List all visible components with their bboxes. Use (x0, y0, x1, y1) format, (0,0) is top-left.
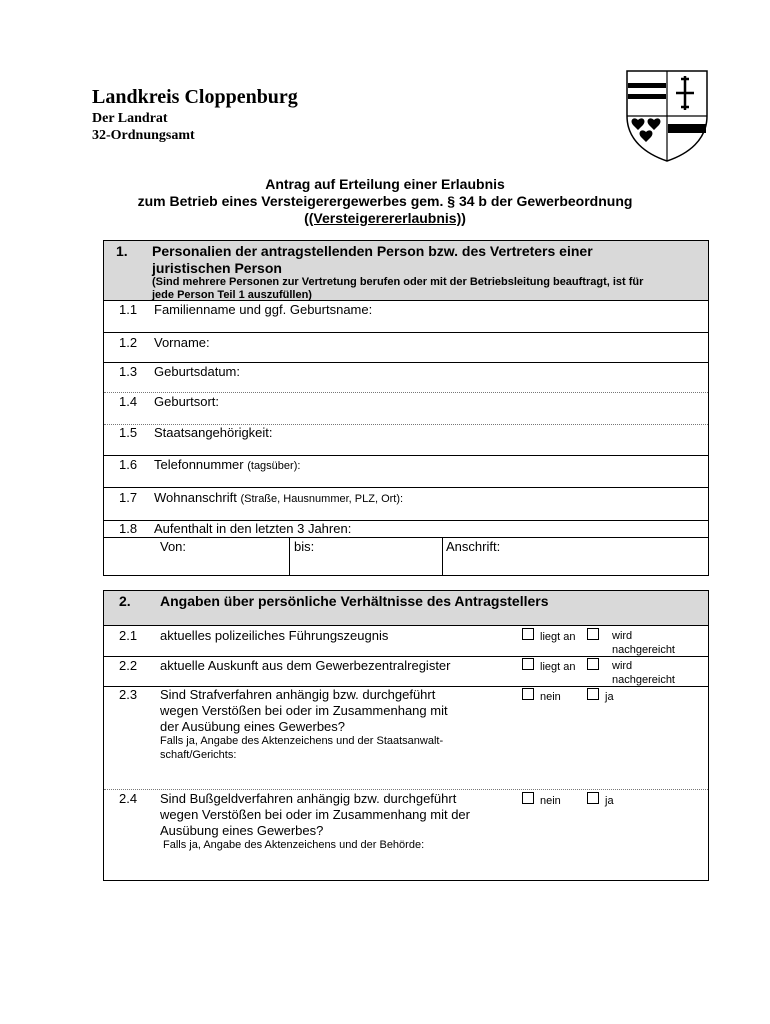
fine-proceedings-no-checkbox[interactable] (522, 792, 534, 804)
address-label (154, 490, 403, 507)
fine-proceedings-yes-label: ja (605, 795, 614, 807)
criminal-proceedings-yes-checkbox[interactable] (587, 688, 599, 700)
residence-address-field[interactable] (443, 555, 708, 575)
item-1-8-number: 1.8 (119, 521, 138, 536)
phone-label-text: Telefonnummer (154, 457, 248, 472)
item-2-4-number: 2.4 (119, 791, 138, 806)
criminal-proceedings-yes-label: ja (605, 691, 614, 703)
residence-to-field[interactable] (290, 555, 442, 575)
surname-label: Familienname und ggf. Geburtsname: (154, 302, 373, 317)
item-1-7-number: 1.7 (119, 490, 138, 505)
item-1-1-number: 1.1 (119, 302, 138, 317)
conduct-certificate-present-checkbox[interactable] (522, 628, 534, 640)
residence-from-label: Von: (160, 539, 187, 554)
item-1-5-number: 1.5 (119, 425, 138, 440)
form-short-title: ((Versteigerererlaubnis)) (304, 210, 466, 226)
birthplace-label: Geburtsort: (154, 394, 220, 409)
fine-proceedings-details-field[interactable] (160, 854, 706, 879)
conduct-certificate-present-label: liegt an (540, 631, 576, 643)
address-field[interactable] (425, 489, 708, 520)
criminal-proceedings-details-field[interactable] (160, 763, 706, 788)
criminal-proceedings-note-l2: schaft/Gerichts: (160, 749, 237, 761)
criminal-proceedings-question: Sind Strafverfahren anhängig bzw. durchgeführt (160, 687, 436, 702)
fine-proceedings-yes-checkbox[interactable] (587, 792, 599, 804)
first-name-label: Vorname: (154, 335, 210, 350)
section1-heading-cont: juristischen Person (152, 260, 282, 276)
trade-register-later-checkbox[interactable] (587, 658, 599, 670)
criminal-proceedings-no-checkbox[interactable] (522, 688, 534, 700)
item-1-4-number: 1.4 (119, 394, 138, 409)
item-1-6-number: 1.6 (119, 457, 138, 472)
conduct-certificate-label: aktuelles polizeiliches Führungszeugnis (160, 628, 389, 643)
conduct-certificate-later-label-cont: nachgereicht (612, 644, 675, 656)
section1-number: 1. (116, 243, 128, 259)
coat-of-arms-icon (626, 70, 708, 162)
address-label-text: Wohnanschrift (154, 490, 241, 505)
residence-to-label: bis: (294, 539, 315, 554)
trade-register-later-label: wird (612, 660, 633, 672)
item-2-1-number: 2.1 (119, 628, 138, 643)
fine-proceedings-question-l3: Ausübung eines Gewerbes? (160, 823, 324, 838)
address-hint: (Straße, Hausnummer, PLZ, Ort): (240, 493, 404, 505)
item-1-3-number: 1.3 (119, 364, 138, 379)
residence-label: Aufenthalt in den letzten 3 Jahren: (154, 521, 352, 536)
form-subtitle: zum Betrieb eines Versteigerergewerbes gem. § 34 b der Gewerbeordnung (137, 193, 633, 209)
form-title: Antrag auf Erteilung einer Erlaubnis (265, 176, 505, 192)
trade-register-present-checkbox[interactable] (522, 658, 534, 670)
trade-register-present-label: liegt an (540, 661, 576, 673)
item-2-3-number: 2.3 (119, 687, 138, 702)
section1-heading: Personalien der antragstellenden Person bzw. des Vertreters einer (152, 243, 593, 259)
phone-field[interactable] (330, 456, 708, 487)
criminal-proceedings-no-label: nein (540, 691, 561, 703)
section1-note-cont: jede Person Teil 1 auszufüllen) (152, 289, 312, 301)
fine-proceedings-question: Sind Bußgeldverfahren anhängig bzw. durchgeführt (160, 791, 457, 806)
trade-register-label: aktuelle Auskunft aus dem Gewerbezentralregister (160, 658, 451, 673)
birth-date-label: Geburtsdatum: (154, 364, 240, 379)
phone-hint: (tagsüber): (247, 460, 301, 472)
org-name: Landkreis Cloppenburg (92, 86, 298, 108)
item-1-2-number: 1.2 (119, 335, 138, 350)
nationality-field[interactable] (290, 424, 708, 455)
fine-proceedings-question-l2: wegen Verstößen bei oder im Zusammenhang mit der (160, 807, 470, 822)
form-short-title-text: (Versteigerererlaubnis) (308, 210, 462, 226)
fine-proceedings-no-label: nein (540, 795, 561, 807)
criminal-proceedings-question-l3: der Ausübung eines Gewerbes? (160, 719, 346, 734)
birth-date-field[interactable] (250, 363, 708, 391)
nationality-label: Staatsangehörigkeit: (154, 425, 273, 440)
surname-field[interactable] (104, 318, 708, 332)
trade-register-later-label-cont: nachgereicht (612, 674, 675, 686)
item-2-2-number: 2.2 (119, 658, 138, 673)
section2-heading: Angaben über persönliche Verhältnisse des Antragstellers (160, 593, 549, 609)
first-name-field[interactable] (220, 334, 708, 362)
org-department: Der Landrat (92, 111, 168, 126)
conduct-certificate-later-label: wird (612, 630, 633, 642)
birthplace-field[interactable] (230, 393, 708, 423)
phone-label (154, 457, 300, 474)
residence-from-field[interactable] (104, 555, 289, 575)
section2-number: 2. (119, 593, 131, 609)
criminal-proceedings-note: Falls ja, Angabe des Aktenzeichens und der Staatsanwalt- (160, 735, 444, 747)
org-office: 32-Ordnungsamt (92, 128, 195, 143)
section1-note: (Sind mehrere Personen zur Vertretung berufen oder mit der Betriebsleitung beauftragt, ist für (152, 276, 644, 288)
conduct-certificate-later-checkbox[interactable] (587, 628, 599, 640)
residence-address-label: Anschrift: (446, 539, 501, 554)
criminal-proceedings-question-l2: wegen Verstößen bei oder im Zusammenhang mit (160, 703, 448, 718)
fine-proceedings-note: Falls ja, Angabe des Aktenzeichens und der Behörde: (163, 839, 425, 851)
